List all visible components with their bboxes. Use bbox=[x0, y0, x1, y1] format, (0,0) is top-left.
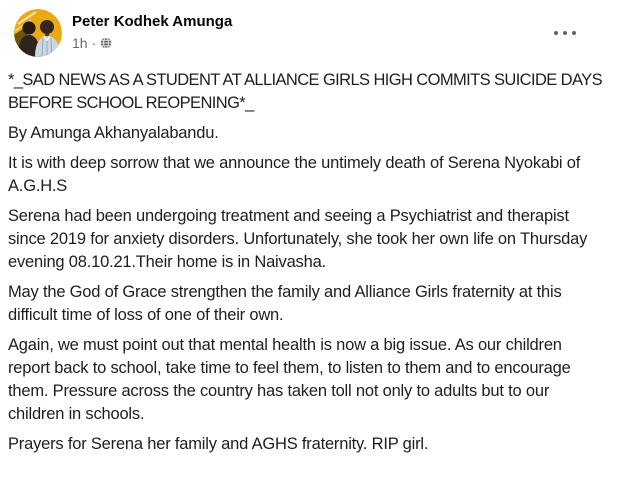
post-paragraph: By Amunga Akhanyalabandu. bbox=[8, 124, 219, 142]
post-header bbox=[8, 9, 607, 57]
globe-icon bbox=[100, 37, 112, 49]
author-name[interactable]: Peter Kodhek Amunga bbox=[72, 13, 233, 30]
avatar[interactable] bbox=[14, 9, 62, 57]
post-paragraph: Again, we must point out that mental health is now a big issue. As our children report back to school, take time to feel them, to listen to them and to encourage them. Pressure across the country has taken toll not only to adults but to our children in schools. bbox=[8, 336, 571, 423]
ellipsis-icon bbox=[554, 31, 558, 35]
ellipsis-icon bbox=[563, 31, 567, 35]
header-meta bbox=[72, 9, 232, 51]
post-paragraph: Serena had been undergoing treatment and seeing a Psychiatrist and therapist since 2019 for anxiety disorders. Unfortunately, she took her own life on Thursday evening 08.10.21.Their home is in Naivasha. bbox=[8, 207, 588, 271]
avatar-photo-icon bbox=[14, 9, 62, 57]
post-meta-row bbox=[72, 35, 232, 51]
post-paragraph: It is with deep sorrow that we announce the untimely death of Serena Nyokabi of A.G.H.S bbox=[8, 154, 581, 195]
dot-separator: · bbox=[91, 35, 97, 51]
ellipsis-icon bbox=[572, 31, 576, 35]
post-body bbox=[8, 69, 607, 456]
post-timestamp[interactable]: 1h bbox=[72, 35, 88, 51]
post-paragraph: Prayers for Serena her family and AGHS fraternity. RIP girl. bbox=[8, 435, 429, 453]
post-paragraph: May the God of Grace strengthen the family and Alliance Girls fraternity at this difficult time of loss of one of their own. bbox=[8, 283, 562, 324]
post-options-button[interactable] bbox=[552, 23, 578, 43]
post-paragraph-title: *_SAD NEWS AS A STUDENT AT ALLIANCE GIRLS HIGH COMMITS SUICIDE DAYS BEFORE SCHOOL REOPENING*_ bbox=[8, 71, 602, 112]
